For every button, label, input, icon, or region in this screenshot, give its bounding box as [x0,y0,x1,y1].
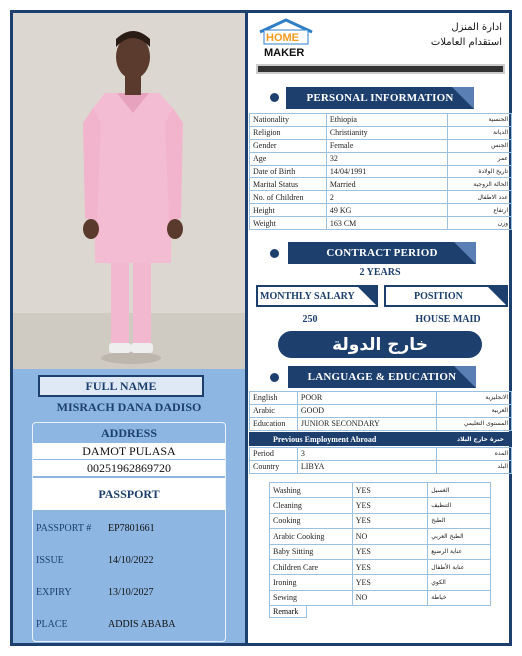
phone-value: 00251962869720 [33,460,225,476]
table-row [250,417,512,430]
passport-number-value: EP7801661 [108,522,155,534]
row-arabic-label: وزن [448,217,512,230]
table-row [250,178,512,191]
passport-heading-box [33,478,225,510]
row-arabic-label: تاريخ الولادة [448,165,512,178]
position-value: HOUSE MAID [415,314,481,325]
address-label: ADDRESS [100,426,157,440]
personal-info-heading [286,87,474,109]
table-row [250,404,512,417]
table-row [250,126,512,139]
row-label: Marital Status [250,178,327,191]
row-value: JUNIOR SECONDARY [297,417,436,430]
row-label: Weight [250,217,327,230]
row-value: GOOD [297,404,436,417]
section-bullet [270,373,279,382]
row-value: POOR [297,392,436,405]
personal-info-title: PERSONAL INFORMATION [306,92,454,104]
row-label: Height [250,204,327,217]
skill-arabic-label: الغسيل [428,483,491,498]
passport-issue-label: ISSUE [36,554,64,566]
table-row [270,559,491,574]
passport-place-row [33,608,225,640]
monthly-salary-label: MONTHLY SALARY [260,290,355,302]
row-value: Married [326,178,447,191]
skill-value: NO [352,590,427,605]
row-arabic-label: عدد الاطفال [448,191,512,204]
row-label: Arabic [250,404,298,417]
table-row [270,498,491,513]
row-arabic-label: العربية [437,404,512,417]
row-value: Ethiopia [326,114,447,127]
row-arabic-label: الديانة [448,126,512,139]
row-arabic-label: الانجليزية [437,392,512,405]
salary-value: 250 [302,314,318,325]
row-value: 2 [326,191,447,204]
row-value: Female [326,139,447,152]
remark-label: Remark [269,605,307,618]
passport-issue-row [33,544,225,576]
row-value: Christianity [326,126,447,139]
previous-employment-arabic: خبرة خارج البلاد [457,435,504,443]
row-label: English [250,392,298,405]
passport-number-row [33,512,225,544]
skill-arabic-label: خياطة [428,590,491,605]
address-value: DAMOT PULASA [33,443,225,459]
skill-label: Arabic Cooking [270,529,353,544]
table-row [270,544,491,559]
row-label: Gender [250,139,327,152]
skill-label: Cooking [270,513,353,528]
row-arabic-label: الجنس [448,139,512,152]
personal-info-table [249,113,512,230]
passport-heading: PASSPORT [98,486,160,501]
skill-label: Children Care [270,559,353,574]
table-row [270,590,491,605]
contract-period-heading [288,242,476,264]
passport-number-label: PASSPORT # [36,522,92,534]
table-row [270,483,491,498]
position-label: POSITION [414,290,463,302]
previous-employment-table [249,447,512,474]
table-row [250,217,512,230]
passport-issue-value: 14/10/2022 [108,554,154,566]
skill-arabic-label: الطبخ العربي [428,529,491,544]
table-row [250,448,512,461]
table-row [270,529,491,544]
skill-label: Cleaning [270,498,353,513]
row-label: Education [250,417,298,430]
previous-employment-title: Previous Employment Abroad [273,434,377,444]
row-label: Date of Birth [250,165,327,178]
skill-arabic-label: عناية الأطفال [428,559,491,574]
row-label: No. of Children [250,191,327,204]
arabic-brand-line1: ادارة المنزل [451,22,502,33]
candidate-photo [13,13,245,369]
skill-value: NO [352,529,427,544]
arabic-brand [420,20,502,50]
row-arabic-label: ارتفاع [448,204,512,217]
row-label: Nationality [250,114,327,127]
position-box [384,285,508,307]
logo-home-text: HOME [266,32,299,44]
monthly-salary-box [256,285,378,307]
corner-decoration [358,287,376,305]
contract-duration: 2 YEARS [359,267,401,278]
abroad-badge: خارج الدولة [278,331,482,358]
row-value: 14/04/1991 [326,165,447,178]
row-label: Religion [250,126,327,139]
skill-value: YES [352,483,427,498]
table-row [250,114,512,127]
skill-label: Washing [270,483,353,498]
row-arabic-label: البلد [437,460,512,473]
table-row [250,204,512,217]
row-value: 32 [326,152,447,165]
previous-employment-heading [249,432,512,446]
skills-table [269,482,491,606]
language-education-heading [288,366,476,388]
table-row [250,139,512,152]
home-maker-logo [256,18,316,60]
full-name-label: FULL NAME [85,378,157,393]
row-arabic-label: المستوى التعليمي [437,417,512,430]
row-label: Age [250,152,327,165]
table-row [270,575,491,590]
language-education-title: LANGUAGE & EDUCATION [307,371,457,383]
table-row [250,165,512,178]
section-bullet [270,249,279,258]
logo-maker-text: MAKER [264,47,305,59]
row-value: 49 KG [326,204,447,217]
passport-expiry-label: EXPIRY [36,586,72,598]
row-value: LIBYA [297,460,436,473]
row-value: 163 CM [326,217,447,230]
skill-label: Ironing [270,575,353,590]
skill-label: Sewing [270,590,353,605]
row-value: 3 [297,448,436,461]
skill-value: YES [352,559,427,574]
language-table [249,391,512,431]
full-name: MISRACH DANA DADISO [56,400,202,414]
skill-value: YES [352,544,427,559]
row-label: Period [250,448,298,461]
table-row [250,152,512,165]
table-row [250,460,512,473]
corner-decoration [488,287,506,305]
passport-details [33,512,225,640]
table-row [250,191,512,204]
skill-arabic-label: عناية الرضيع [428,544,491,559]
row-label: Country [250,460,298,473]
skill-arabic-label: الكوي [428,575,491,590]
passport-expiry-row [33,576,225,608]
passport-place-value: ADDIS ABABA [108,618,176,630]
passport-expiry-value: 13/10/2027 [108,586,154,598]
full-name-label-box [38,375,204,397]
skill-value: YES [352,498,427,513]
row-arabic-label: الحالة الزوجية [448,178,512,191]
skill-arabic-label: التنظيف [428,498,491,513]
header-rule [256,64,505,74]
table-row [270,513,491,528]
panel-divider [245,13,248,643]
passport-place-label: PLACE [36,618,68,630]
contract-period-title: CONTRACT PERIOD [326,247,438,259]
row-arabic-label: عمر [448,152,512,165]
skill-label: Baby Sitting [270,544,353,559]
skill-arabic-label: الطبخ [428,513,491,528]
arabic-brand-line2: استقدام العاملات [430,37,502,48]
candidate-photo-figure [13,13,245,369]
skill-value: YES [352,575,427,590]
section-bullet [270,93,279,102]
table-row [250,392,512,405]
row-arabic-label: الجنسية [448,114,512,127]
skill-value: YES [352,513,427,528]
row-arabic-label: المده [437,448,512,461]
